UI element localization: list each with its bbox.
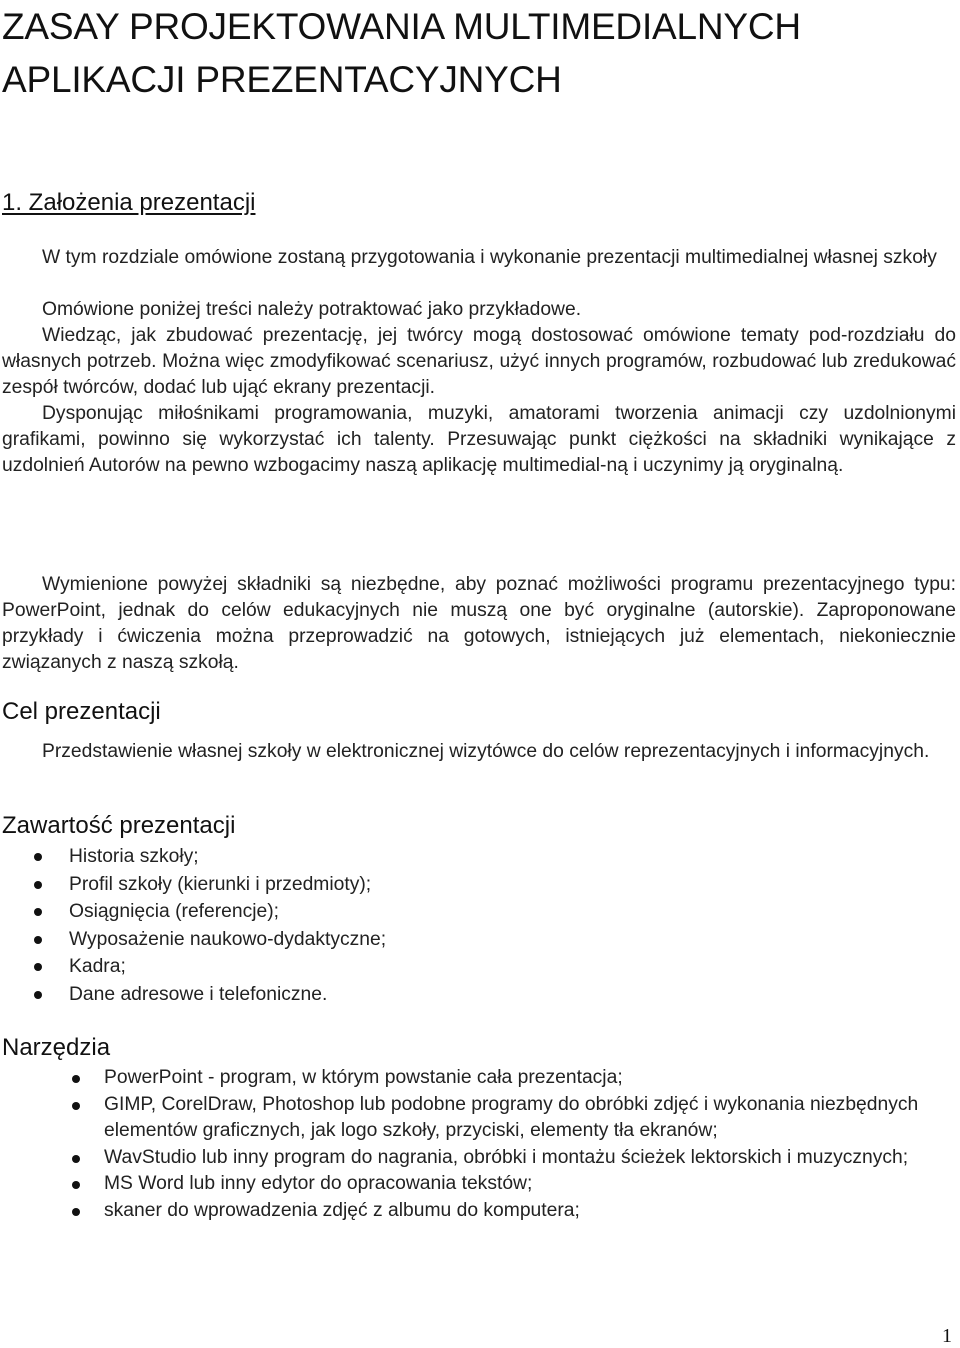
bullet-icon [72,1208,80,1216]
list-item: WavStudio lub inny program do nagrania, obróbki i montażu ścieżek lektorskich i muzycznych; [104,1145,924,1172]
list-item: Osiągnięcia (referencje); [69,898,769,926]
list-item: Kadra; [69,953,769,981]
document-title [2,0,902,106]
paragraph-how-to-build: Wiedząc, jak zbudować prezentację, jej twórcy mogą dostosować omówione tematy pod-rozdziału do własnych potrzeb. Można więc zmodyfikować scenariusz, użyć innych programów, rozbudować lub zredukować zespół twórców, dodać lub ująć ekrany prezentacji. [2,325,956,398]
list-item: Historia szkoły; [69,843,769,871]
list-item: MS Word lub inny edytor do opracowania tekstów; [104,1171,924,1198]
section-heading-cel: Cel prezentacji [2,698,161,725]
section-heading-narzedzia: Narzędzia [2,1034,111,1061]
bullet-icon [34,881,42,889]
bullet-icon [72,1075,80,1083]
list-item: Profil szkoły (kierunki i przedmioty); [69,871,769,899]
paragraph-components: Wymienione powyżej składniki są niezbędne, aby poznać możliwości programu prezentacyjnego typu: PowerPoint, jednak do celów edukacyjnych nie muszą one być oryginalne (autorskie). Zaproponowane przykłady i ćwiczenia można przeprowadzić na gotowych, istniejących już elementach, niekoniecznie związanych z naszą szkołą. [2,574,956,673]
content-list [69,843,769,1009]
list-item: skaner do wprowadzenia zdjęć z albumu do komputera; [104,1198,924,1225]
paragraph-talents: Dysponując miłośnikami programowania, muzyki, amatorami tworzenia animacji czy uzdolnionymi grafikami, powinno się wykorzystać ich talenty. Przesuwając punkt ciężkości na składniki wynikające z uzdolnień Autorów na pewno wzbogacimy naszą aplikację multimedial-ną i uczynimy ją oryginalną. [2,403,956,476]
bullet-icon [72,1102,80,1110]
bullet-icon [34,963,42,971]
title-line-2: APLIKACJI PREZENTACYJNYCH [2,59,562,100]
paragraph-intro: W tym rozdziale omówione zostaną przygotowania i wykonanie prezentacji multimedialnej własnej szkoły [42,247,937,268]
bullet-icon [72,1181,80,1189]
bullet-icon [34,991,42,999]
paragraph-cel: Przedstawienie własnej szkoły w elektronicznej wizytówce do celów reprezentacyjnych i informacyjnych. [42,741,930,762]
bullet-icon [72,1155,80,1163]
page-number: 1 [942,1325,952,1347]
list-item: PowerPoint - program, w którym powstanie cała prezentacja; [104,1065,924,1092]
list-item: GIMP, CorelDraw, Photoshop lub podobne programy do obróbki zdjęć i wykonania niezbędnych elementów graficznych, jak logo szkoły, przyciski, elementy tła ekranów; [104,1092,924,1145]
section-heading-zalozenia: 1. Założenia prezentacji [2,189,256,216]
bullet-icon [34,936,42,944]
tools-list [104,1065,924,1225]
title-line-1: ZASAY PROJEKTOWANIA MULTIMEDIALNYCH [2,6,801,47]
list-item: Dane adresowe i telefoniczne. [69,981,769,1009]
section-heading-zawartosc: Zawartość prezentacji [2,812,236,839]
list-item: Wyposażenie naukowo-dydaktyczne; [69,926,769,954]
bullet-icon [34,908,42,916]
paragraph-examples: Omówione poniżej treści należy potraktować jako przykładowe. [42,299,582,320]
bullet-icon [34,853,42,861]
